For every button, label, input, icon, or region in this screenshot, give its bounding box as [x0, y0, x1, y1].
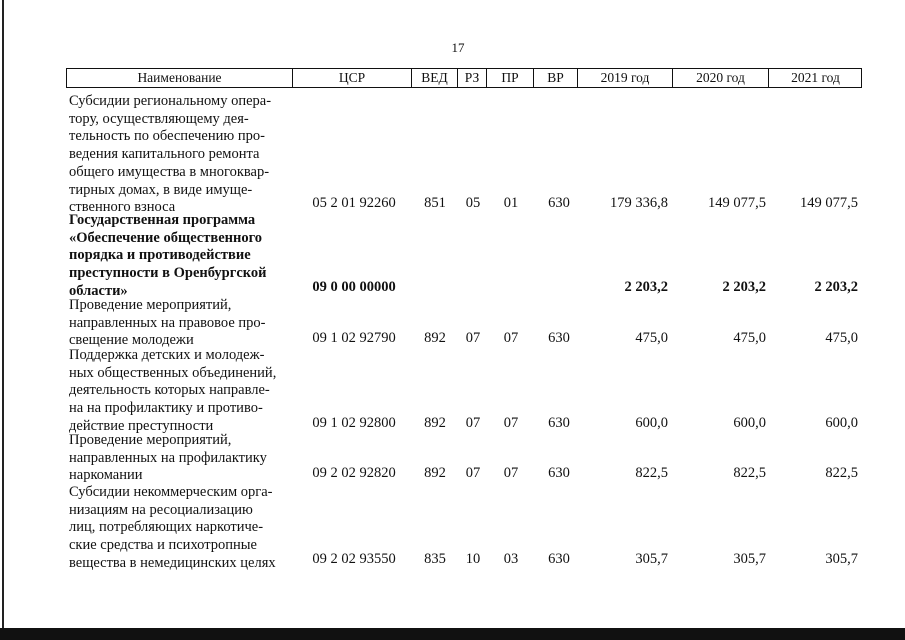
row-2020: 149 077,5 [708, 195, 766, 211]
row-2020: 305,7 [733, 551, 766, 567]
row-ved: 892 [424, 330, 446, 346]
row-2021: 2 203,2 [814, 279, 858, 295]
header-name: Наименование [137, 70, 222, 85]
row-csr: 09 1 02 92800 [312, 415, 396, 431]
row-name: Государственная программа «Обеспечение общественного порядка и противодействие преступности в Оренбургской области» [69, 212, 267, 299]
row-pr: 07 [503, 415, 519, 431]
header-pr: ПР [486, 69, 533, 87]
row-vr: 630 [548, 415, 570, 431]
row-ved: 892 [424, 415, 446, 431]
header-csr: ЦСР [292, 69, 411, 87]
scan-left-border [2, 0, 4, 628]
row-vr: 630 [548, 551, 570, 567]
page-number: 17 [451, 40, 465, 55]
header-ved: ВЕД [411, 69, 457, 87]
row-rz: 10 [465, 551, 481, 567]
row-ved [416, 278, 454, 296]
row-2019: 822,5 [635, 465, 668, 481]
header-2020: 2020 год [672, 69, 768, 87]
table-header [66, 68, 862, 88]
row-rz [458, 278, 488, 296]
row-ved: 892 [424, 465, 446, 481]
row-name: Субсидии региональному опера- тору, осуществляющему дея- тельность по обеспечению про- ведения капитального ремонта общего имущества в многоквар- тирных домах, в виде имуще- ственного взноса [69, 93, 272, 216]
row-name: Поддержка детских и молодеж- ных общественных объединений, деятельность которых направле- на на профилактику и противо- действие преступности [69, 347, 277, 434]
row-2019: 179 336,8 [610, 195, 668, 211]
row-csr: 09 2 02 92820 [312, 465, 396, 481]
row-name: Проведение мероприятий, направленных на правовое про- свещение молодежи [69, 297, 266, 349]
row-name: Проведение мероприятий, направленных на профилактику наркомании [69, 432, 267, 484]
row-pr: 01 [503, 195, 519, 211]
row-rz: 05 [465, 195, 481, 211]
row-ved: 835 [424, 551, 446, 567]
row-2021: 149 077,5 [800, 195, 858, 211]
row-csr: 09 0 00 00000 [312, 279, 396, 295]
row-2019: 475,0 [635, 330, 668, 346]
row-2019: 2 203,2 [624, 279, 668, 295]
row-pr: 03 [503, 551, 519, 567]
row-2021: 475,0 [825, 330, 858, 346]
row-2020: 600,0 [733, 415, 766, 431]
row-2021: 600,0 [825, 415, 858, 431]
row-2021: 822,5 [825, 465, 858, 481]
header-2019: 2019 год [577, 69, 672, 87]
row-name: Субсидии некоммерческим орга- низациям на ресоциализацию лиц, потребляющих наркотиче- ские средства и психотропные вещества в немедицинских целях [69, 484, 276, 571]
row-csr: 09 2 02 93550 [312, 551, 396, 567]
header-vr: ВР [533, 69, 577, 87]
row-vr [538, 278, 580, 296]
row-pr: 07 [503, 465, 519, 481]
row-vr: 630 [548, 195, 570, 211]
row-pr [494, 278, 528, 296]
row-2019: 600,0 [635, 415, 668, 431]
header-2021: 2021 год [768, 69, 862, 87]
header-rz: РЗ [457, 69, 486, 87]
row-vr: 630 [548, 465, 570, 481]
row-rz: 07 [465, 330, 481, 346]
row-2021: 305,7 [825, 551, 858, 567]
row-csr: 05 2 01 92260 [312, 195, 396, 211]
row-ved: 851 [424, 195, 446, 211]
row-2019: 305,7 [635, 551, 668, 567]
scan-bottom-border [0, 628, 905, 640]
row-2020: 475,0 [733, 330, 766, 346]
row-rz: 07 [465, 465, 481, 481]
row-csr: 09 1 02 92790 [312, 330, 396, 346]
row-2020: 2 203,2 [722, 279, 766, 295]
row-vr: 630 [548, 330, 570, 346]
row-pr: 07 [503, 330, 519, 346]
row-2020: 822,5 [733, 465, 766, 481]
row-rz: 07 [465, 415, 481, 431]
